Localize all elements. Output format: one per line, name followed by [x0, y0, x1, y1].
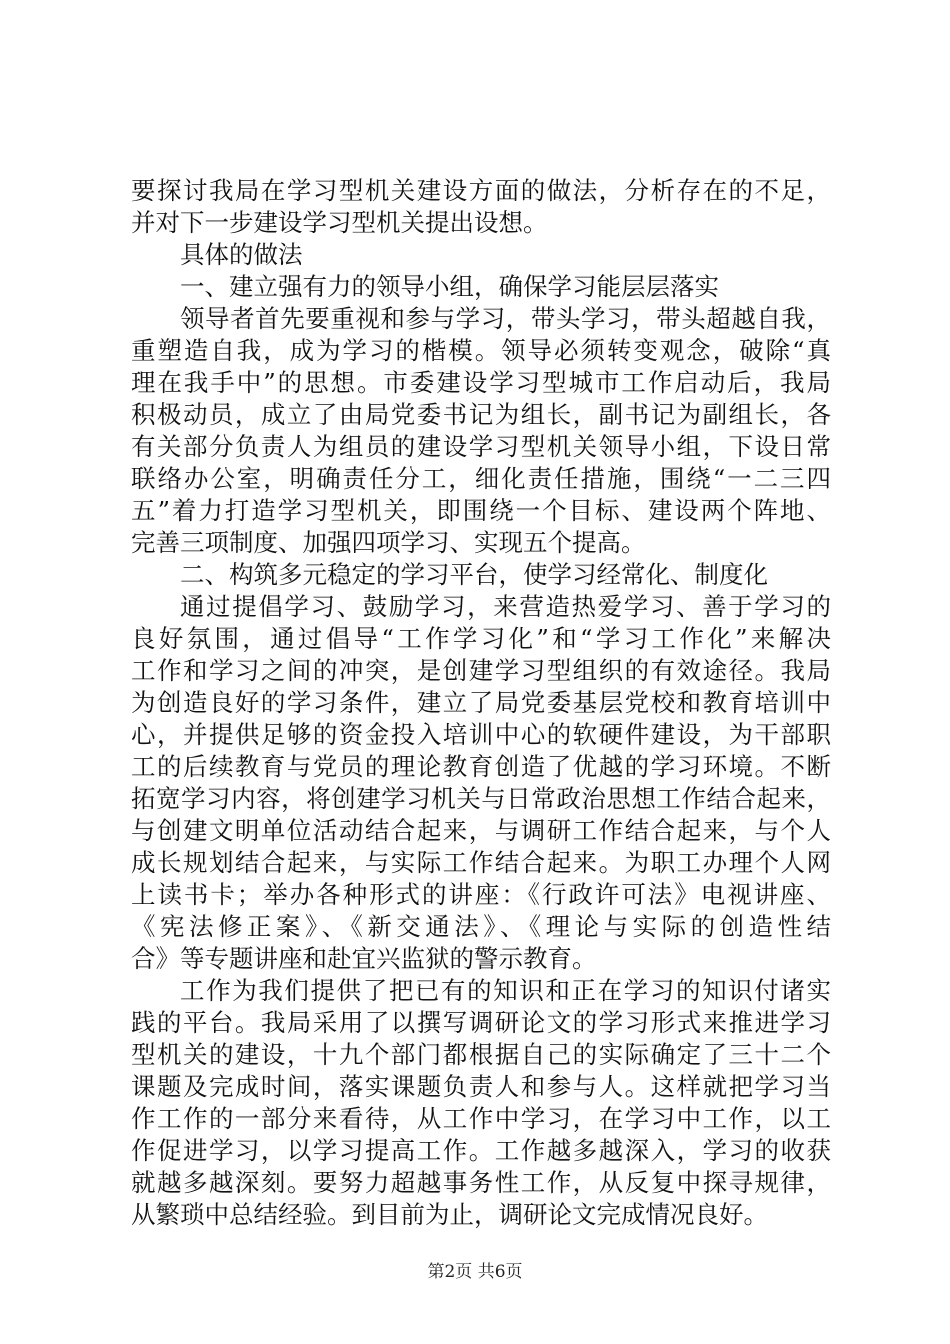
text-line: 理在我手中”的思想。市委建设学习型城市工作启动后，我局: [131, 368, 831, 397]
text-line: 积极动员，成立了由局党委书记为组长，副书记为副组长，各: [131, 400, 831, 429]
text-line: 型机关的建设，十九个部门都根据自己的实际确定了三十二个: [131, 1040, 831, 1069]
document-body: [131, 175, 831, 1231]
text-line: 要探讨我局在学习型机关建设方面的做法，分析存在的不足，: [131, 176, 831, 205]
text-line: 有关部分负责人为组员的建设学习型机关领导小组，下设日常: [131, 432, 831, 461]
page-number: 第2页 共6页: [427, 1262, 523, 1282]
text-line: 完善三项制度、加强四项学习、实现五个提高。: [131, 528, 646, 557]
text-line: 为创造良好的学习条件，建立了局党委基层党校和教育培训中: [131, 688, 831, 717]
text-line: 通过提倡学习、鼓励学习，来营造热爱学习、善于学习的: [180, 592, 831, 621]
text-line: 作促进学习，以学习提高工作。工作越多越深入，学习的收获: [131, 1136, 831, 1165]
text-line: 拓宽学习内容，将创建学习机关与日常政治思想工作结合起来，: [131, 784, 831, 813]
text-line: 良好氛围，通过倡导“工作学习化”和“学习工作化”来解决: [131, 624, 831, 653]
page-footer: [0, 1261, 950, 1283]
text-line: 与创建文明单位活动结合起来，与调研工作结合起来，与个人: [131, 816, 831, 845]
text-line: 工作和学习之间的冲突，是创建学习型组织的有效途径。我局: [131, 656, 831, 685]
text-line: 具体的做法: [180, 240, 303, 269]
text-line: 联络办公室，明确责任分工，细化责任措施，围绕“一二三四: [131, 464, 831, 493]
text-line: 上读书卡；举办各种形式的讲座：《行政许可法》电视讲座、: [131, 880, 831, 909]
text-line: 作工作的一部分来看待，从工作中学习，在学习中工作，以工: [131, 1104, 831, 1133]
text-line: 工作为我们提供了把已有的知识和正在学习的知识付诸实: [180, 976, 831, 1005]
text-line: 践的平台。我局采用了以撰写调研论文的学习形式来推进学习: [131, 1008, 831, 1037]
text-line: 领导者首先要重视和参与学习，带头学习，带头超越自我，: [180, 304, 831, 333]
text-line: 并对下一步建设学习型机关提出设想。: [131, 208, 548, 237]
text-line: 课题及完成时间，落实课题负责人和参与人。这样就把学习当: [131, 1072, 831, 1101]
text-line: 成长规划结合起来，与实际工作结合起来。为职工办理个人网: [131, 848, 831, 877]
text-line: 合》等专题讲座和赴宜兴监狱的警示教育。: [131, 944, 597, 973]
text-line: 五”着力打造学习型机关，即围绕一个目标、建设两个阵地、: [131, 496, 831, 525]
text-line: 从繁琐中总结经验。到目前为止，调研论文完成情况良好。: [131, 1200, 768, 1229]
text-line: 工的后续教育与党员的理论教育创造了优越的学习环境。不断: [131, 752, 831, 781]
text-line: 《宪法修正案》、《新交通法》、《理论与实际的创造性结: [131, 912, 831, 941]
text-line: 就越多越深刻。要努力超越事务性工作，从反复中探寻规律，: [131, 1168, 831, 1197]
text-line: 重塑造自我，成为学习的楷模。领导必须转变观念，破除“真: [131, 336, 831, 365]
text-line: 心，并提供足够的资金投入培训中心的软硬件建设，为干部职: [131, 720, 831, 749]
text-line: 一、建立强有力的领导小组，确保学习能层层落实: [180, 272, 719, 301]
text-line: 二、构筑多元稳定的学习平台，使学习经常化、制度化: [180, 560, 768, 589]
